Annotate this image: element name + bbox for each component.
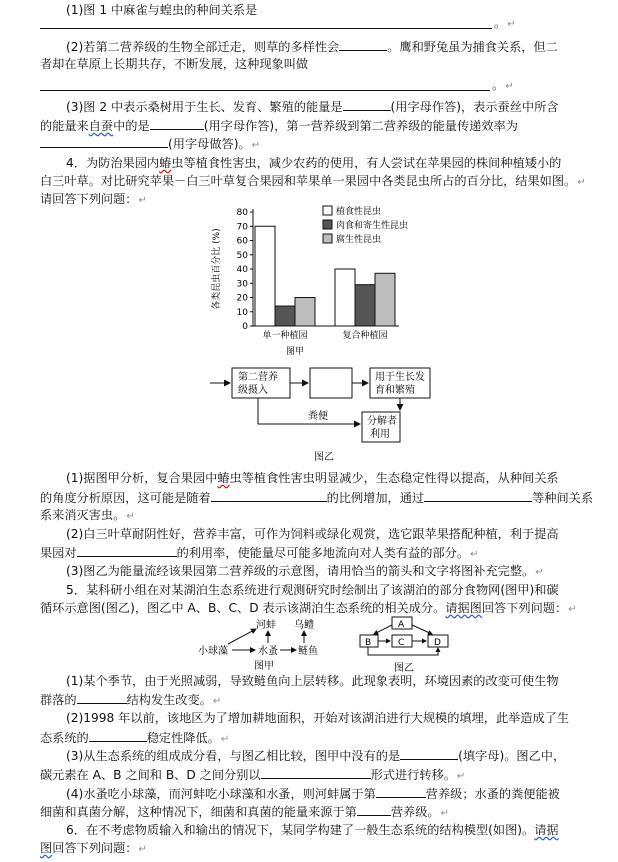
q4-line1 <box>66 155 561 171</box>
species-lianyu: 鲢鱼 <box>298 646 318 657</box>
bar <box>335 269 355 326</box>
text: 群落的 <box>40 693 77 707</box>
return-mark: ↵ <box>507 19 516 30</box>
y-axis-label: 各类昆虫百分比 (%) <box>212 228 222 310</box>
figure-caption: 图乙 <box>314 452 334 463</box>
return-mark: ↵ <box>220 734 230 745</box>
blank <box>343 98 391 111</box>
text: 4．为防治果园内 <box>66 156 160 170</box>
energy-flow-diagram <box>210 364 440 464</box>
y-tick-label: 60 <box>236 236 248 247</box>
legend-swatch <box>323 234 332 243</box>
text: 请回答下列问题： <box>40 192 138 206</box>
y-tick-label: 10 <box>236 307 248 318</box>
return-mark: ↵ <box>138 844 147 855</box>
blank <box>40 135 168 148</box>
legend-swatch <box>323 206 332 215</box>
arrow <box>412 625 432 634</box>
return-mark: ↵ <box>440 808 450 819</box>
text: (3)从生态系统的组成成分看，与图乙相比较，图甲中没有的是 <box>66 749 401 763</box>
line-end <box>492 77 514 95</box>
text: (1)据图甲分析，复合果园中 <box>66 471 218 485</box>
return-mark: ↵ <box>138 195 147 206</box>
text: 循环示意图(图乙)，图乙中 A、B、C、D 表示该湖泊生态系统的相关成分。 <box>40 601 446 615</box>
bars-layer <box>210 205 408 357</box>
bar <box>275 306 295 326</box>
text: 5．某科研小组在对某湖泊生态系统进行观测研究时绘制出了该湖泊的部分食物网(图甲)和碳 <box>66 583 559 597</box>
q4-sub1-end <box>40 507 135 525</box>
text: 碳元素在 A、B 之间和 B、D 之间分别以 <box>40 768 261 782</box>
text: 稳定性降低。 <box>146 731 220 745</box>
box4-label-1: 分解者 <box>367 416 397 427</box>
q3-item2-cont <box>40 56 308 72</box>
y-tick-label: 30 <box>236 279 248 290</box>
node-a-label: A <box>398 620 405 630</box>
return-mark: ↵ <box>251 140 261 151</box>
text: 6．在不考虑物质输入和输出的情况下，某同学构建了一般生态系统的结构模型(如图)。 <box>66 823 535 837</box>
q4-sub2-line <box>66 526 559 542</box>
blank <box>77 691 127 704</box>
q4-line2 <box>40 173 586 191</box>
text: 形式进行转移。 <box>370 768 456 782</box>
spellcheck-text: 蝽 <box>217 471 230 485</box>
box3-label-2: 育和繁殖 <box>375 385 415 396</box>
y-tick-label: 40 <box>236 265 248 275</box>
q6-line2 <box>40 840 147 858</box>
grammar-mark-text: 请据 <box>534 823 559 837</box>
text: 系来消灭害虫。 <box>40 508 126 522</box>
q5-sub1-cont <box>40 691 221 710</box>
bar <box>255 226 275 326</box>
q4-sub1-cont <box>40 489 593 506</box>
bar <box>295 298 315 327</box>
y-tick-label: 20 <box>236 293 248 304</box>
q4-line3 <box>40 191 147 209</box>
answer-line <box>40 90 490 91</box>
text: (1)某个季节，由于光照减弱，导致鲢鱼向上层转移。此现象表明，环境因素的改变可使生物 <box>66 674 559 688</box>
text: 回答下列问题： <box>481 601 568 615</box>
q4-sub2-cont <box>40 544 478 563</box>
category-label: 单一种植园 <box>262 331 308 341</box>
text: 细菌和真菌分解，这种情况下，细菌和真菌的能量来源于第 <box>40 805 357 819</box>
q3-item3-text-b: (用字母作答)，表示蚕丝中所含 <box>390 100 559 114</box>
grammar-mark-text: 请据图 <box>445 601 482 615</box>
box1-label-1: 第二营养 <box>238 372 278 383</box>
return-mark: ↵ <box>456 771 466 782</box>
y-tick-label: 70 <box>236 222 248 233</box>
grammar-mark-text: 自蚕 <box>88 119 114 133</box>
line-end <box>494 15 516 33</box>
species-xiaoqiuzao: 小球藻 <box>198 646 228 657</box>
q3-item2-line <box>66 38 558 55</box>
legend-label: 植食性昆虫 <box>336 207 382 217</box>
q5-sub2-line <box>66 710 569 726</box>
insect-percentage-bar-chart <box>205 205 435 360</box>
blank <box>150 117 204 130</box>
return-mark: ↵ <box>470 549 479 560</box>
q3-item3-end <box>40 135 260 154</box>
q4-sub3-line <box>66 563 544 581</box>
q6-line1 <box>66 822 559 838</box>
text: (用字母做答)。 <box>168 137 251 151</box>
blank <box>261 766 371 779</box>
feces-label: 粪便 <box>308 411 328 422</box>
text: 营养级；水蚤的粪便能被 <box>425 787 560 801</box>
text: 白三叶草。对比研究苹果－白三叶草复合果园和苹果单一果园中各类昆虫所占的百分比，结果如图。 <box>40 174 577 188</box>
node-c-label: C <box>398 638 405 648</box>
text: (填字母)。图乙中， <box>458 749 566 763</box>
q3-item3-cont <box>40 117 518 134</box>
blank <box>77 544 177 557</box>
return-mark: ↵ <box>505 81 514 92</box>
y-tick-label: 80 <box>236 208 248 218</box>
q4-sub1-line <box>66 470 559 486</box>
blank <box>376 785 426 798</box>
q3-item1-text: (1)图 1 中麻雀与蝗虫的种间关系是 <box>66 3 258 17</box>
q3-item2-text-c: 者却在草原上长期共存，不断发展，这种现象叫做 <box>40 57 309 71</box>
blank <box>424 489 532 502</box>
q3-item3-line <box>66 98 558 115</box>
q5-sub4-line <box>66 785 560 802</box>
blank <box>400 747 458 760</box>
text: 态系统的 <box>40 731 89 745</box>
text: 的比例增加，通过 <box>326 491 425 505</box>
period: 。 <box>494 16 507 30</box>
arrow <box>368 647 438 655</box>
text: 的能量来 <box>40 119 89 133</box>
text: (2)1998 年以前，该地区为了增加耕地面积，开始对该湖泊进行大规模的填埋，此举造成了生 <box>66 711 570 725</box>
text: 虫等植食性害虫明显减少，生态稳定性得以提高，从种间关系 <box>229 471 559 485</box>
q5-sub2-cont <box>40 729 229 748</box>
text: 中的是 <box>113 119 150 133</box>
bar <box>355 285 375 326</box>
box4-label-2: 利用 <box>370 429 390 440</box>
q3-item2-text-b: 。鹰和野兔虽为捕食关系，但二 <box>387 40 558 54</box>
return-mark: ↵ <box>577 177 586 188</box>
q3-item2-text-a: (2)若第二营养级的生物全部迁走，则草的多样性会 <box>66 40 340 54</box>
text: 结构发生改变。 <box>126 693 212 707</box>
q5-sub3-line <box>66 747 565 764</box>
q5-sub4-cont <box>40 803 449 822</box>
return-mark: ↵ <box>535 567 544 578</box>
text: 回答下列问题： <box>52 841 138 855</box>
figure-caption: 图甲 <box>254 661 274 672</box>
q5-line2 <box>40 600 577 618</box>
text: 果园对 <box>40 546 77 560</box>
text: (2)白三叶草耐阴性好，营养丰富，可作为饲料或绿化观赏，选它跟苹果搭配种植，利于提高 <box>66 527 559 541</box>
return-mark: ↵ <box>568 604 577 615</box>
node-d-label: D <box>434 638 441 648</box>
text: 营养级。 <box>390 805 440 819</box>
box1-label-2: 级摄入 <box>238 385 268 396</box>
text: 虫等植食性害虫，减少农药的使用，有人尝试在苹果园的株间种植矮小的 <box>171 156 562 170</box>
box3-label-1: 用于生长发 <box>375 372 425 383</box>
text: (3)图乙为能量流经该果园第二营养级的示意图，请用恰当的箭头和文字将图补充完整。 <box>66 564 535 578</box>
species-wuli: 乌鳢 <box>294 620 314 631</box>
grammar-mark-text: 图 <box>40 841 53 855</box>
blank <box>211 489 327 502</box>
figure-caption: 图甲 <box>286 347 305 357</box>
text: 的利用率，使能量尽可能多地流向对人类有益的部分。 <box>176 546 470 560</box>
species-shuizao: 水蚤 <box>258 646 278 657</box>
node-b-label: B <box>365 638 372 648</box>
legend-label: 腐生性昆虫 <box>336 235 382 245</box>
legend-label: 肉食和寄生性昆虫 <box>336 221 409 231</box>
text: (4)水蚤吃小球藻，而河蚌吃小球藻和水蚤，则河蚌属于第 <box>66 787 376 801</box>
q3-item3-text-a: (3)图 2 中表示桑树用于生长、发育、繁殖的能量是 <box>66 100 343 114</box>
blank <box>357 803 391 816</box>
y-tick-label: 50 <box>236 250 248 261</box>
text: (用字母作答)，第一营养级到第二营养级的能量传递效率为 <box>203 119 518 133</box>
legend-swatch <box>323 220 332 229</box>
figure-caption: 图乙 <box>394 663 414 674</box>
carbon-cycle-diagram <box>358 615 458 675</box>
food-web-diagram <box>198 617 338 673</box>
category-label: 复合种植园 <box>342 331 388 341</box>
bar <box>375 273 395 326</box>
arrow <box>374 625 392 634</box>
period: 。 <box>492 78 505 92</box>
text: 等种间关系 <box>532 491 594 505</box>
species-hebang: 河蚌 <box>256 620 276 631</box>
text: 的角度分析原因，这可能是随着 <box>40 491 211 505</box>
q5-line1 <box>66 582 559 598</box>
q5-sub3-cont <box>40 766 465 785</box>
spellcheck-text: 蝽 <box>159 156 172 170</box>
blank <box>89 729 147 742</box>
return-mark: ↵ <box>212 696 222 707</box>
blank <box>339 38 387 51</box>
arrow <box>228 629 256 644</box>
q3-item1-line <box>66 2 257 18</box>
empty-box <box>310 368 352 398</box>
return-mark: ↵ <box>126 511 135 522</box>
answer-line <box>40 28 492 29</box>
q5-sub1-line <box>66 673 559 689</box>
y-tick-label: 0 <box>242 322 248 332</box>
